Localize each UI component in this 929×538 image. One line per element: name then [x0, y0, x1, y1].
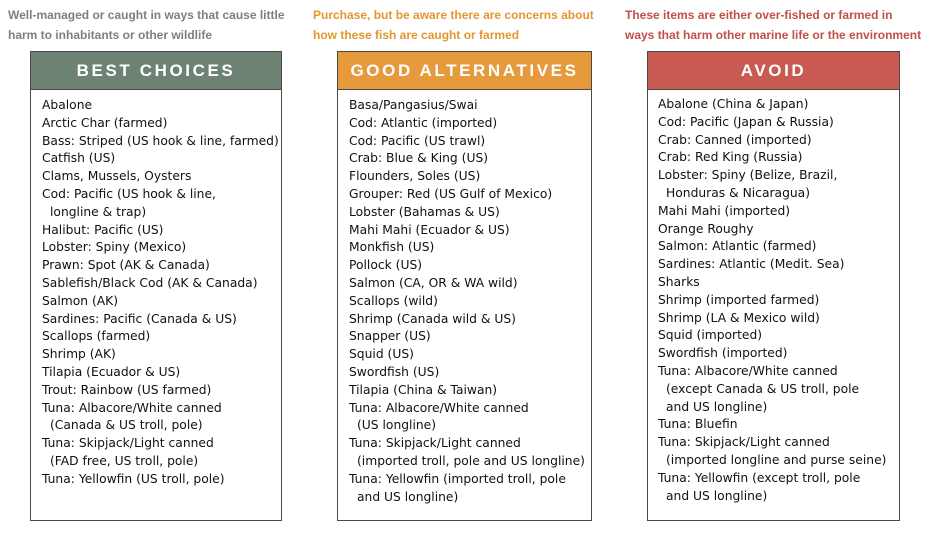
item-text: Pollock (US) — [349, 258, 423, 273]
item-text-continuation: (except Canada & US troll, pole — [666, 381, 860, 396]
item-text: Shrimp (Canada wild & US) — [349, 311, 516, 326]
list-item — [42, 471, 279, 489]
list-item — [349, 346, 585, 364]
list-item — [658, 149, 886, 167]
list-item — [42, 311, 279, 329]
list-item — [349, 257, 585, 275]
item-text: Shrimp (AK) — [42, 347, 116, 362]
list-item — [42, 168, 279, 186]
item-text: Sardines: Pacific (Canada & US) — [42, 311, 237, 326]
item-text: Bass: Striped (US hook & line, farmed) — [42, 133, 279, 148]
item-text: Mahi Mahi (Ecuador & US) — [349, 222, 510, 237]
item-text: Salmon: Atlantic (farmed) — [658, 239, 817, 254]
item-text: Tilapia (China & Taiwan) — [349, 382, 498, 397]
item-text-continuation: and US longline) — [666, 488, 768, 503]
description-line: These items are either over-fished or farmed in — [625, 8, 893, 22]
item-text: Orange Roughy — [658, 221, 754, 236]
item-text: Lobster (Bahamas & US) — [349, 204, 500, 219]
item-text-continuation: and US longline) — [666, 399, 768, 414]
list-item — [658, 256, 886, 274]
list-item — [349, 115, 585, 133]
item-text: Abalone (China & Japan) — [658, 97, 809, 111]
list-item — [658, 132, 886, 150]
avoid-title: AVOID — [648, 52, 899, 90]
item-text: Cod: Atlantic (imported) — [349, 115, 498, 130]
description-line: harm to inhabitants or other wildlife — [8, 28, 213, 42]
list-item — [349, 97, 585, 115]
list-item — [658, 470, 886, 506]
item-text-continuation: longline & trap) — [50, 204, 147, 219]
list-item — [349, 204, 585, 222]
item-text: Salmon (CA, OR & WA wild) — [349, 275, 518, 290]
item-text-continuation: and US longline) — [357, 489, 459, 504]
item-text: Catfish (US) — [42, 151, 116, 166]
item-text-continuation: (Canada & US troll, pole) — [50, 418, 203, 433]
list-item — [42, 328, 279, 346]
description-line: Well-managed or caught in ways that cause little — [8, 8, 285, 22]
list-item — [349, 222, 585, 240]
list-item — [349, 328, 585, 346]
item-text: Mahi Mahi (imported) — [658, 203, 791, 218]
item-text: Sardines: Atlantic (Medit. Sea) — [658, 257, 845, 272]
item-text: Tuna: Skipjack/Light canned — [349, 436, 521, 451]
best-choices-title: BEST CHOICES — [31, 52, 281, 90]
list-item — [658, 327, 886, 345]
item-text: Lobster: Spiny (Mexico) — [42, 240, 187, 255]
item-text: Crab: Canned (imported) — [658, 132, 812, 147]
item-text: Lobster: Spiny (Belize, Brazil, — [658, 168, 838, 183]
list-item — [42, 435, 279, 471]
list-item — [658, 221, 886, 239]
list-item — [658, 345, 886, 363]
item-text: Shrimp (imported farmed) — [658, 292, 820, 307]
best-choices-list — [42, 97, 279, 489]
item-text: Tuna: Albacore/White canned — [42, 400, 222, 415]
item-text: Trout: Rainbow (US farmed) — [42, 382, 212, 397]
list-item — [658, 238, 886, 256]
item-text: Tuna: Bluefin — [658, 417, 738, 432]
item-text: Crab: Red King (Russia) — [658, 150, 803, 165]
list-item — [349, 400, 585, 436]
list-item — [349, 293, 585, 311]
list-item — [42, 133, 279, 151]
best-choices-description — [8, 5, 285, 45]
item-text: Tuna: Yellowfin (imported troll, pole — [349, 471, 566, 486]
item-text: Tuna: Albacore/White canned — [658, 363, 838, 378]
item-text: Scallops (wild) — [349, 293, 438, 308]
item-text: Snapper (US) — [349, 329, 431, 344]
item-text: Grouper: Red (US Gulf of Mexico) — [349, 186, 553, 201]
list-item — [349, 435, 585, 471]
item-text-continuation: (imported troll, pole and US longline) — [357, 453, 585, 468]
list-item — [349, 168, 585, 186]
description-line: how these fish are caught or farmed — [313, 28, 520, 42]
good-alternatives-title: GOOD ALTERNATIVES — [338, 52, 591, 90]
item-text: Squid (imported) — [658, 328, 763, 343]
item-text: Crab: Blue & King (US) — [349, 151, 489, 166]
avoid-panel — [647, 51, 900, 521]
item-text: Cod: Pacific (Japan & Russia) — [658, 114, 834, 129]
item-text: Cod: Pacific (US trawl) — [349, 133, 486, 148]
item-text: Cod: Pacific (US hook & line, — [42, 186, 216, 201]
item-text: Halibut: Pacific (US) — [42, 222, 164, 237]
list-item — [42, 346, 279, 364]
item-text: Abalone — [42, 98, 93, 112]
item-text-continuation: Honduras & Nicaragua) — [666, 185, 811, 200]
list-item — [42, 186, 279, 222]
list-item — [42, 275, 279, 293]
good-alternatives-list — [349, 97, 585, 506]
item-text: Flounders, Soles (US) — [349, 169, 481, 184]
item-text: Scallops (farmed) — [42, 329, 151, 344]
list-item — [42, 400, 279, 436]
list-item — [349, 186, 585, 204]
item-text: Tuna: Skipjack/Light canned — [42, 436, 214, 451]
list-item — [42, 239, 279, 257]
list-item — [349, 275, 585, 293]
description-line: Purchase, but be aware there are concerns about — [313, 8, 594, 22]
item-text: Prawn: Spot (AK & Canada) — [42, 258, 210, 273]
item-text-continuation: (imported longline and purse seine) — [666, 452, 887, 467]
item-text-continuation: (US longline) — [357, 418, 437, 433]
item-text: Arctic Char (farmed) — [42, 115, 168, 130]
list-item — [42, 364, 279, 382]
item-text: Tilapia (Ecuador & US) — [42, 364, 181, 379]
item-text: Basa/Pangasius/Swai — [349, 98, 478, 112]
list-item — [658, 167, 886, 203]
list-item — [658, 114, 886, 132]
list-item — [349, 133, 585, 151]
item-text: Sharks — [658, 274, 700, 289]
item-text: Tuna: Yellowfin (US troll, pole) — [42, 471, 225, 486]
list-item — [658, 310, 886, 328]
list-item — [349, 364, 585, 382]
list-item — [658, 434, 886, 470]
item-text: Swordfish (US) — [349, 364, 440, 379]
list-item — [349, 239, 585, 257]
item-text: Tuna: Yellowfin (except troll, pole — [658, 470, 861, 485]
item-text: Tuna: Albacore/White canned — [349, 400, 529, 415]
item-text: Squid (US) — [349, 347, 414, 362]
item-text: Tuna: Skipjack/Light canned — [658, 435, 830, 450]
list-item — [349, 311, 585, 329]
item-text: Sablefish/Black Cod (AK & Canada) — [42, 275, 258, 290]
avoid-description — [625, 5, 921, 45]
description-line: ways that harm other marine life or the environment — [625, 28, 922, 42]
list-item — [658, 274, 886, 292]
best-choices-panel — [30, 51, 282, 521]
list-item — [42, 115, 279, 133]
item-text-continuation: (FAD free, US troll, pole) — [50, 453, 199, 468]
list-item — [658, 292, 886, 310]
list-item — [42, 97, 279, 115]
avoid-list — [658, 96, 886, 505]
list-item — [42, 293, 279, 311]
list-item — [658, 203, 886, 221]
list-item — [349, 150, 585, 168]
list-item — [658, 96, 886, 114]
item-text: Shrimp (LA & Mexico wild) — [658, 310, 820, 325]
list-item — [658, 416, 886, 434]
item-text: Monkfish (US) — [349, 240, 435, 255]
list-item — [349, 471, 585, 507]
list-item — [658, 363, 886, 416]
list-item — [42, 257, 279, 275]
item-text: Salmon (AK) — [42, 293, 119, 308]
list-item — [42, 150, 279, 168]
good-alternatives-panel — [337, 51, 592, 521]
list-item — [42, 222, 279, 240]
item-text: Swordfish (imported) — [658, 346, 788, 361]
item-text: Clams, Mussels, Oysters — [42, 169, 192, 184]
list-item — [42, 382, 279, 400]
list-item — [349, 382, 585, 400]
good-alternatives-description — [313, 5, 594, 45]
